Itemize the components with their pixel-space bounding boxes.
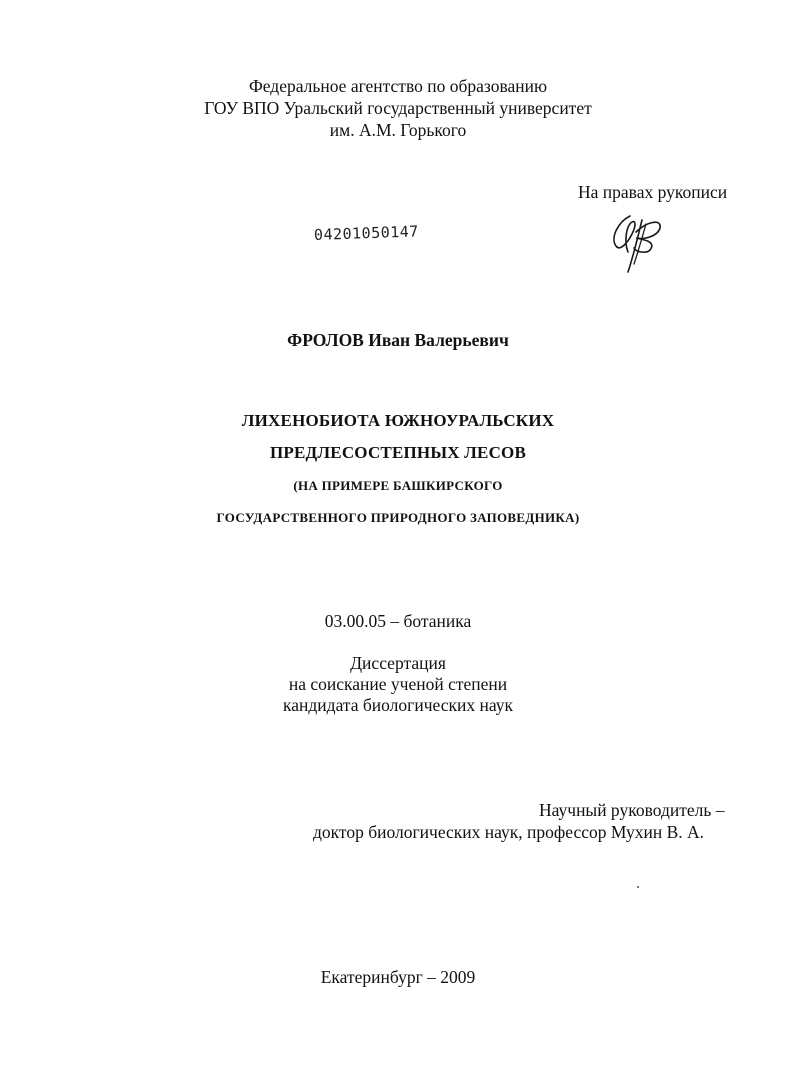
title-line-1: ЛИХЕНОБИОТА ЮЖНОУРАЛЬСКИХ [241, 411, 555, 430]
university-named-after: им. А.М. Горького [329, 120, 467, 140]
university-name: ГОУ ВПО Уральский государственный университет [204, 98, 592, 118]
degree-line-3: кандидата биологических наук [283, 695, 513, 715]
author-name: ФРОЛОВ Иван Валерьевич [287, 330, 509, 350]
title-line-3: (НА ПРИМЕРЕ БАШКИРСКОГО [293, 478, 503, 493]
title-line-4: ГОСУДАРСТВЕННОГО ПРИРОДНОГО ЗАПОВЕДНИКА) [216, 510, 580, 525]
archive-stamp-number: 04201050147 [313, 222, 420, 244]
title-line-2: ПРЕДЛЕСОСТЕПНЫХ ЛЕСОВ [269, 443, 527, 462]
supervisor-name: доктор биологических наук, профессор Мухин В. А. [313, 822, 705, 842]
signature-icon [606, 212, 670, 274]
supervisor-label: Научный руководитель – [539, 800, 725, 820]
manuscript-rights-note: На правах рукописи [578, 182, 728, 202]
scan-speck [637, 886, 639, 888]
degree-line-1: Диссертация [350, 653, 446, 673]
city-year: Екатеринбург – 2009 [320, 967, 476, 987]
degree-line-2: на соискание ученой степени [288, 674, 508, 694]
specialty-code: 03.00.05 – ботаника [324, 611, 472, 631]
agency-name: Федеральное агентство по образованию [248, 76, 548, 96]
